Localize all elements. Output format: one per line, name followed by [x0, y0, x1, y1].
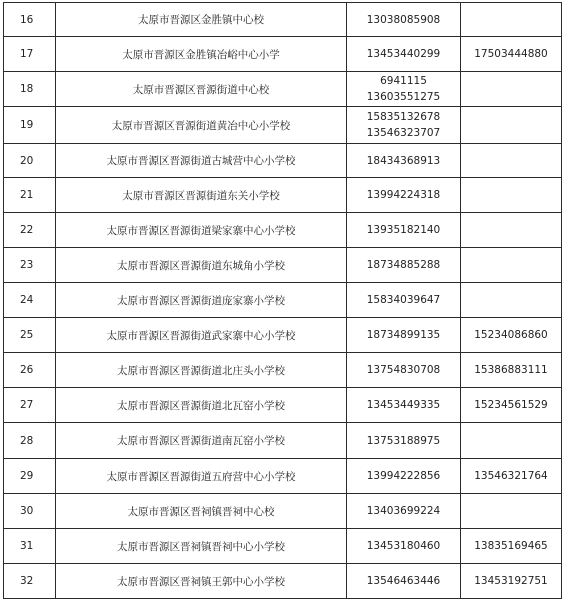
school-name: 太原市晋源区金胜镇冶峪中心小学	[56, 37, 347, 72]
school-name: 太原市晋源区晋源街道五府营中心小学校	[56, 459, 347, 494]
table-row	[4, 213, 562, 248]
table-body	[4, 3, 562, 599]
school-name: 太原市晋源区晋祠镇晋祠中心校	[56, 494, 347, 529]
table-row	[4, 459, 562, 494]
school-name: 太原市晋源区晋源街道庞家寨小学校	[56, 283, 347, 318]
row-number: 16	[4, 3, 56, 37]
phone-secondary	[461, 144, 562, 178]
phone-secondary	[461, 248, 562, 283]
row-number: 23	[4, 248, 56, 283]
phone-primary-cell	[347, 564, 461, 599]
school-name: 太原市晋源区晋源街道东关小学校	[56, 178, 347, 213]
table-row	[4, 37, 562, 72]
phone-primary-cell	[347, 353, 461, 388]
table-row	[4, 72, 562, 107]
phone-secondary: 13835169465	[461, 529, 562, 564]
phone-secondary: 15234086860	[461, 318, 562, 353]
phone-secondary	[461, 283, 562, 318]
school-name: 太原市晋源区晋源街道南瓦窑小学校	[56, 423, 347, 459]
row-number: 29	[4, 459, 56, 494]
table-row	[4, 178, 562, 213]
school-contact-table	[3, 2, 562, 599]
table-row	[4, 529, 562, 564]
phone-secondary	[461, 72, 562, 107]
phone-number: 18734885288	[366, 259, 441, 271]
row-number: 19	[4, 107, 56, 144]
phone-primary-cell	[347, 494, 461, 529]
phone-secondary	[461, 213, 562, 248]
phone-secondary	[461, 107, 562, 144]
table-row	[4, 423, 562, 459]
phone-primary-cell	[347, 144, 461, 178]
school-name: 太原市晋源区晋祠镇晋祠中心小学校	[56, 529, 347, 564]
table-row	[4, 248, 562, 283]
phone-primary-cell	[347, 213, 461, 248]
row-number: 30	[4, 494, 56, 529]
phone-number: 13038085908	[366, 13, 441, 26]
phone-number: 13994224318	[366, 189, 441, 201]
row-number: 22	[4, 213, 56, 248]
school-name: 太原市晋源区晋源街道东城角小学校	[56, 248, 347, 283]
phone-number: 13603551275	[366, 91, 441, 103]
school-name: 太原市晋源区晋源街道中心校	[56, 72, 347, 107]
school-name: 太原市晋源区晋源街道武家寨中心小学校	[56, 318, 347, 353]
row-number: 31	[4, 529, 56, 564]
phone-primary-cell	[347, 423, 461, 459]
school-name: 太原市晋源区晋源街道黄冶中心小学校	[56, 107, 347, 144]
row-number: 26	[4, 353, 56, 388]
phone-number: 13453440299	[366, 48, 441, 60]
table-row	[4, 353, 562, 388]
phone-secondary: 15234561529	[461, 388, 562, 423]
school-name: 太原市晋源区晋源街道北庄头小学校	[56, 353, 347, 388]
phone-number: 13453449335	[366, 399, 441, 411]
row-number: 21	[4, 178, 56, 213]
row-number: 17	[4, 37, 56, 72]
row-number: 20	[4, 144, 56, 178]
table-row	[4, 494, 562, 529]
school-name: 太原市晋源区晋源街道北瓦窑小学校	[56, 388, 347, 423]
phone-secondary	[461, 423, 562, 459]
table-row	[4, 3, 562, 37]
row-number: 27	[4, 388, 56, 423]
phone-number: 13546323707	[366, 127, 441, 139]
row-number: 18	[4, 72, 56, 107]
phone-number: 13403699224	[366, 505, 441, 517]
phone-secondary: 15386883111	[461, 353, 562, 388]
phone-primary-cell	[347, 248, 461, 283]
phone-number: 15835132678	[366, 111, 441, 123]
row-number: 24	[4, 283, 56, 318]
phone-primary-cell	[347, 107, 461, 144]
phone-primary-cell	[347, 72, 461, 107]
table-row	[4, 144, 562, 178]
phone-number: 18734899135	[366, 329, 441, 341]
school-name: 太原市晋源区金胜镇中心校	[56, 3, 347, 37]
school-name: 太原市晋源区晋祠镇王郭中心小学校	[56, 564, 347, 599]
table-row	[4, 564, 562, 599]
table-row	[4, 318, 562, 353]
phone-number: 13753188975	[366, 434, 441, 447]
phone-secondary: 17503444880	[461, 37, 562, 72]
phone-secondary	[461, 3, 562, 37]
phone-primary-cell	[347, 3, 461, 37]
phone-primary-cell	[347, 529, 461, 564]
phone-primary-cell	[347, 459, 461, 494]
phone-number: 13994222856	[366, 470, 441, 482]
table-row	[4, 388, 562, 423]
phone-primary-cell	[347, 388, 461, 423]
phone-number: 13935182140	[366, 224, 441, 236]
school-name: 太原市晋源区晋源街道梁家寨中心小学校	[56, 213, 347, 248]
table-row	[4, 107, 562, 144]
phone-primary-cell	[347, 283, 461, 318]
phone-secondary: 13453192751	[461, 564, 562, 599]
phone-secondary	[461, 494, 562, 529]
row-number: 28	[4, 423, 56, 459]
phone-number: 15834039647	[366, 294, 441, 306]
phone-number: 6941115	[380, 75, 427, 87]
phone-number: 13546463446	[366, 575, 441, 587]
phone-secondary	[461, 178, 562, 213]
row-number: 25	[4, 318, 56, 353]
phone-number: 18434368913	[366, 154, 441, 167]
row-number: 32	[4, 564, 56, 599]
phone-primary-cell	[347, 178, 461, 213]
phone-number: 13754830708	[366, 364, 441, 376]
phone-number: 13453180460	[366, 540, 441, 552]
school-name: 太原市晋源区晋源街道古城营中心小学校	[56, 144, 347, 178]
table-row	[4, 283, 562, 318]
phone-primary-cell	[347, 318, 461, 353]
phone-primary-cell	[347, 37, 461, 72]
phone-secondary: 13546321764	[461, 459, 562, 494]
